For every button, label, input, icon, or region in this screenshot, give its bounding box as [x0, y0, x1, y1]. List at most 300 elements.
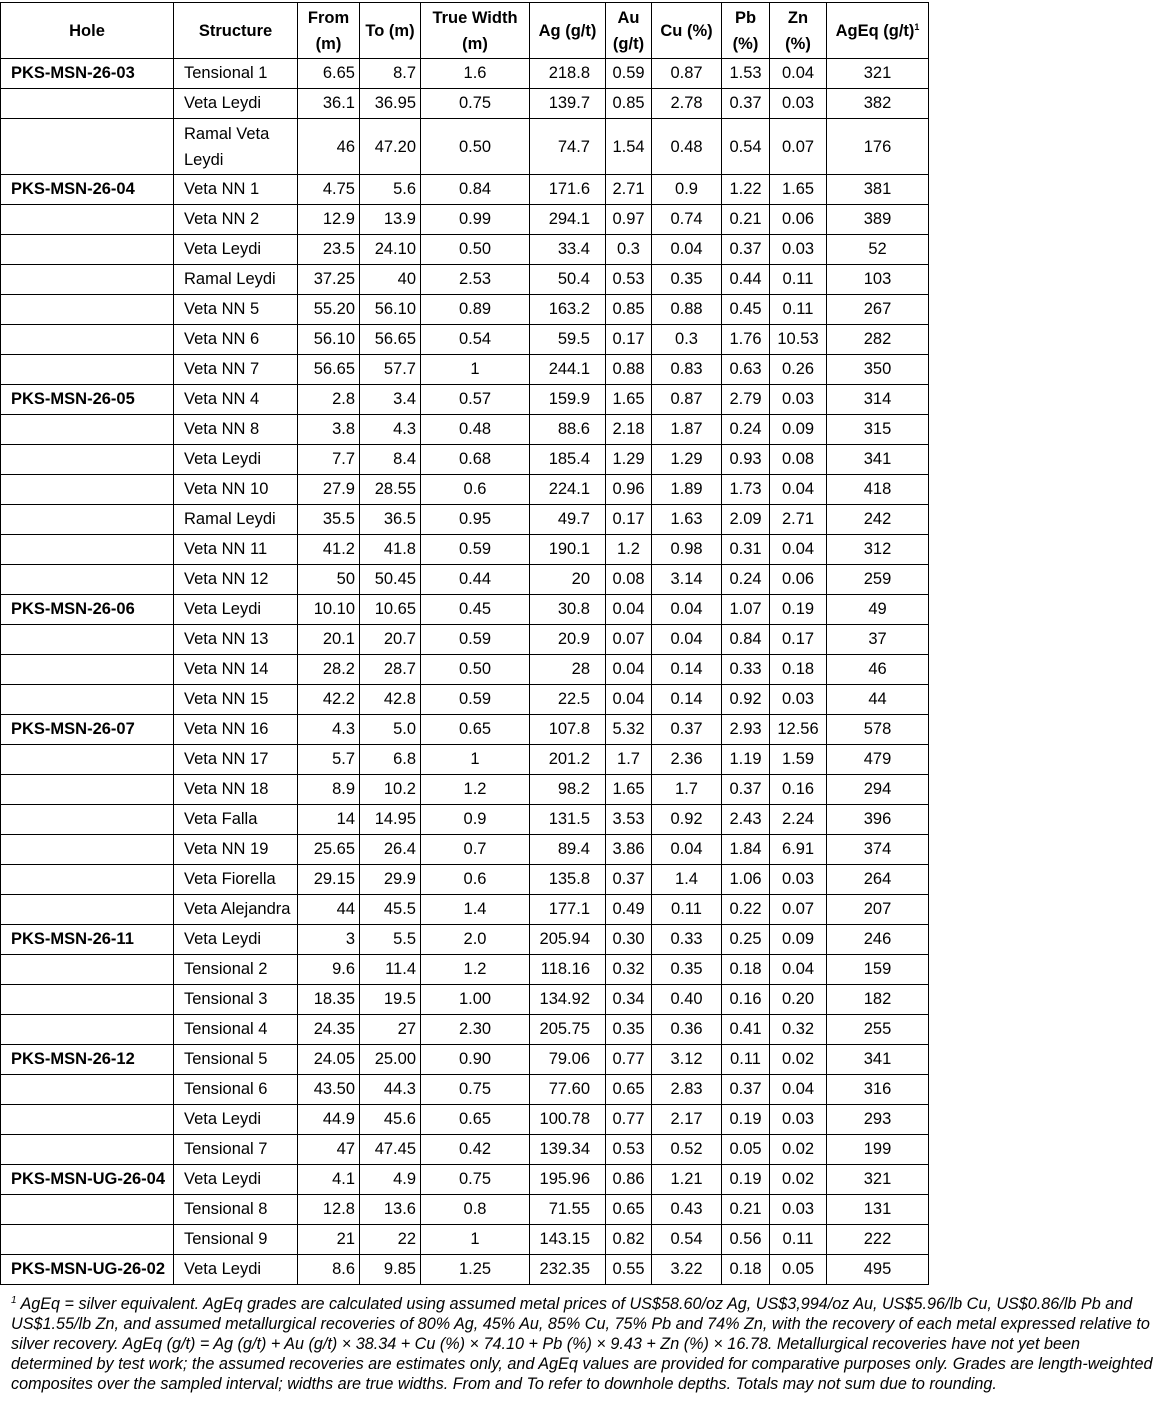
table-row — [1, 89, 929, 119]
cell-hole — [1, 119, 174, 175]
cell-ageq: 316 — [827, 1075, 929, 1105]
cell-au: 2.18 — [606, 415, 652, 445]
table-row — [1, 625, 929, 655]
cell-true-width: 1 — [421, 1225, 530, 1255]
cell-from: 47 — [298, 1135, 360, 1165]
cell-pb: 1.06 — [722, 865, 770, 895]
cell-true-width: 0.84 — [421, 175, 530, 205]
cell-au: 0.88 — [606, 355, 652, 385]
cell-pb: 0.19 — [722, 1105, 770, 1135]
cell-zn: 0.03 — [770, 685, 827, 715]
cell-hole: PKS-MSN-26-05 — [1, 385, 174, 415]
col-header-from-line2: (m) — [315, 34, 342, 53]
cell-cu: 1.4 — [652, 865, 722, 895]
cell-ageq: 255 — [827, 1015, 929, 1045]
cell-to: 13.6 — [360, 1195, 421, 1225]
table-row — [1, 265, 929, 295]
cell-structure: Ramal Leydi — [174, 505, 298, 535]
cell-true-width: 0.95 — [421, 505, 530, 535]
cell-ageq: 374 — [827, 835, 929, 865]
cell-cu: 1.29 — [652, 445, 722, 475]
cell-zn: 1.65 — [770, 175, 827, 205]
table-body — [1, 59, 929, 1285]
cell-pb: 0.92 — [722, 685, 770, 715]
cell-ag: 20 — [530, 565, 606, 595]
table-row — [1, 1195, 929, 1225]
table-row — [1, 475, 929, 505]
col-header-structure — [174, 3, 298, 59]
cell-ageq: 314 — [827, 385, 929, 415]
col-header-hole-text: Hole — [69, 21, 105, 40]
cell-ageq: 293 — [827, 1105, 929, 1135]
cell-from: 37.25 — [298, 265, 360, 295]
cell-au: 5.32 — [606, 715, 652, 745]
cell-from: 14 — [298, 805, 360, 835]
cell-zn: 0.03 — [770, 235, 827, 265]
cell-hole — [1, 205, 174, 235]
cell-ageq: 46 — [827, 655, 929, 685]
table-row — [1, 745, 929, 775]
table-row — [1, 1105, 929, 1135]
cell-from: 10.10 — [298, 595, 360, 625]
cell-true-width: 0.6 — [421, 475, 530, 505]
cell-ageq: 103 — [827, 265, 929, 295]
cell-from: 27.9 — [298, 475, 360, 505]
cell-true-width: 0.48 — [421, 415, 530, 445]
cell-structure: Veta Fiorella — [174, 865, 298, 895]
cell-cu: 0.14 — [652, 685, 722, 715]
cell-from: 5.7 — [298, 745, 360, 775]
cell-structure: Veta NN 1 — [174, 175, 298, 205]
col-header-structure-text: Structure — [198, 21, 273, 40]
cell-to: 8.7 — [360, 59, 421, 89]
cell-pb: 2.43 — [722, 805, 770, 835]
cell-au: 0.86 — [606, 1165, 652, 1195]
cell-ag: 49.7 — [530, 505, 606, 535]
cell-from: 4.3 — [298, 715, 360, 745]
col-header-zn-line1: Zn — [787, 8, 809, 27]
cell-ageq: 312 — [827, 535, 929, 565]
col-header-true-width — [421, 3, 530, 59]
cell-au: 0.96 — [606, 475, 652, 505]
cell-zn: 0.06 — [770, 565, 827, 595]
cell-ag: 177.1 — [530, 895, 606, 925]
col-header-zn — [770, 3, 827, 59]
cell-au: 0.04 — [606, 595, 652, 625]
cell-structure: Veta NN 2 — [174, 205, 298, 235]
cell-pb: 0.05 — [722, 1135, 770, 1165]
cell-zn: 0.04 — [770, 535, 827, 565]
cell-true-width: 0.50 — [421, 235, 530, 265]
col-header-from-line1: From — [307, 8, 350, 27]
cell-pb: 1.07 — [722, 595, 770, 625]
cell-true-width: 0.57 — [421, 385, 530, 415]
cell-au: 1.65 — [606, 775, 652, 805]
cell-structure: Ramal Leydi — [174, 265, 298, 295]
cell-ageq: 321 — [827, 59, 929, 89]
cell-ageq: 199 — [827, 1135, 929, 1165]
cell-hole — [1, 1075, 174, 1105]
col-header-au-line2: (g/t) — [612, 34, 645, 53]
cell-true-width: 0.7 — [421, 835, 530, 865]
col-header-cu-text: Cu (%) — [660, 21, 713, 40]
cell-ag: 139.34 — [530, 1135, 606, 1165]
cell-ag: 143.15 — [530, 1225, 606, 1255]
cell-au: 0.65 — [606, 1075, 652, 1105]
cell-hole: PKS-MSN-26-12 — [1, 1045, 174, 1075]
cell-hole: PKS-MSN-26-03 — [1, 59, 174, 89]
cell-true-width: 0.59 — [421, 685, 530, 715]
cell-true-width: 1.4 — [421, 895, 530, 925]
cell-zn: 0.19 — [770, 595, 827, 625]
cell-ageq: 264 — [827, 865, 929, 895]
cell-zn: 0.11 — [770, 265, 827, 295]
cell-au: 3.53 — [606, 805, 652, 835]
cell-au: 0.55 — [606, 1255, 652, 1285]
cell-ageq: 495 — [827, 1255, 929, 1285]
cell-to: 24.10 — [360, 235, 421, 265]
col-header-au — [606, 3, 652, 59]
cell-true-width: 0.59 — [421, 625, 530, 655]
cell-hole — [1, 1225, 174, 1255]
cell-cu: 2.83 — [652, 1075, 722, 1105]
cell-cu: 1.63 — [652, 505, 722, 535]
cell-zn: 0.18 — [770, 655, 827, 685]
cell-pb: 0.56 — [722, 1225, 770, 1255]
assay-results-table — [0, 2, 929, 1285]
cell-from: 50 — [298, 565, 360, 595]
cell-to: 47.20 — [360, 119, 421, 175]
cell-to: 36.5 — [360, 505, 421, 535]
cell-cu: 0.92 — [652, 805, 722, 835]
cell-to: 56.10 — [360, 295, 421, 325]
cell-true-width: 0.54 — [421, 325, 530, 355]
col-header-pb — [722, 3, 770, 59]
cell-from: 42.2 — [298, 685, 360, 715]
cell-pb: 0.16 — [722, 985, 770, 1015]
table-row — [1, 565, 929, 595]
cell-pb: 1.76 — [722, 325, 770, 355]
cell-au: 3.86 — [606, 835, 652, 865]
cell-from: 56.10 — [298, 325, 360, 355]
cell-ag: 171.6 — [530, 175, 606, 205]
cell-structure: Veta NN 14 — [174, 655, 298, 685]
cell-structure: Veta NN 15 — [174, 685, 298, 715]
cell-cu: 0.37 — [652, 715, 722, 745]
cell-cu: 2.17 — [652, 1105, 722, 1135]
cell-au: 0.04 — [606, 655, 652, 685]
cell-zn: 0.32 — [770, 1015, 827, 1045]
cell-hole: PKS-MSN-26-06 — [1, 595, 174, 625]
cell-structure: Veta NN 18 — [174, 775, 298, 805]
cell-au: 0.35 — [606, 1015, 652, 1045]
cell-ageq: 267 — [827, 295, 929, 325]
cell-au: 0.77 — [606, 1105, 652, 1135]
cell-cu: 1.87 — [652, 415, 722, 445]
cell-pb: 1.73 — [722, 475, 770, 505]
cell-structure: Tensional 7 — [174, 1135, 298, 1165]
cell-true-width: 0.90 — [421, 1045, 530, 1075]
table-row — [1, 385, 929, 415]
cell-ag: 134.92 — [530, 985, 606, 1015]
cell-ageq: 222 — [827, 1225, 929, 1255]
cell-cu: 0.04 — [652, 835, 722, 865]
cell-cu: 2.36 — [652, 745, 722, 775]
table-row — [1, 175, 929, 205]
table-row — [1, 355, 929, 385]
table-row — [1, 835, 929, 865]
cell-to: 11.4 — [360, 955, 421, 985]
cell-pb: 0.44 — [722, 265, 770, 295]
cell-hole — [1, 475, 174, 505]
cell-cu: 0.54 — [652, 1225, 722, 1255]
table-row — [1, 535, 929, 565]
cell-from: 7.7 — [298, 445, 360, 475]
cell-ageq: 131 — [827, 1195, 929, 1225]
cell-zn: 1.59 — [770, 745, 827, 775]
cell-ag: 163.2 — [530, 295, 606, 325]
cell-ageq: 52 — [827, 235, 929, 265]
cell-true-width: 0.75 — [421, 1075, 530, 1105]
cell-structure: Veta NN 10 — [174, 475, 298, 505]
cell-hole — [1, 505, 174, 535]
table-row — [1, 295, 929, 325]
cell-cu: 0.35 — [652, 265, 722, 295]
cell-hole — [1, 295, 174, 325]
cell-to: 8.4 — [360, 445, 421, 475]
cell-pb: 1.19 — [722, 745, 770, 775]
cell-ag: 131.5 — [530, 805, 606, 835]
cell-structure: Veta NN 6 — [174, 325, 298, 355]
cell-au: 0.04 — [606, 685, 652, 715]
cell-hole — [1, 265, 174, 295]
cell-pb: 0.22 — [722, 895, 770, 925]
cell-from: 44 — [298, 895, 360, 925]
cell-au: 0.77 — [606, 1045, 652, 1075]
cell-from: 20.1 — [298, 625, 360, 655]
cell-ag: 77.60 — [530, 1075, 606, 1105]
cell-from: 9.6 — [298, 955, 360, 985]
cell-true-width: 0.59 — [421, 535, 530, 565]
cell-from: 18.35 — [298, 985, 360, 1015]
cell-cu: 3.14 — [652, 565, 722, 595]
cell-cu: 0.87 — [652, 59, 722, 89]
table-row — [1, 925, 929, 955]
cell-ageq: 578 — [827, 715, 929, 745]
cell-ageq: 381 — [827, 175, 929, 205]
cell-structure: Veta NN 12 — [174, 565, 298, 595]
table-row — [1, 775, 929, 805]
cell-pb: 2.93 — [722, 715, 770, 745]
cell-pb: 1.53 — [722, 59, 770, 89]
col-header-hole — [1, 3, 174, 59]
cell-pb: 0.21 — [722, 1195, 770, 1225]
cell-true-width: 1 — [421, 745, 530, 775]
footnote — [11, 1294, 1155, 1394]
cell-ag: 98.2 — [530, 775, 606, 805]
table-row — [1, 235, 929, 265]
cell-structure: Veta Leydi — [174, 925, 298, 955]
cell-true-width: 2.30 — [421, 1015, 530, 1045]
cell-au: 2.71 — [606, 175, 652, 205]
cell-from: 4.75 — [298, 175, 360, 205]
cell-au: 0.08 — [606, 565, 652, 595]
cell-to: 45.6 — [360, 1105, 421, 1135]
cell-structure: Veta Leydi — [174, 1255, 298, 1285]
table-row — [1, 1165, 929, 1195]
cell-structure: Veta Falla — [174, 805, 298, 835]
cell-to: 20.7 — [360, 625, 421, 655]
cell-au: 0.59 — [606, 59, 652, 89]
cell-true-width: 1.00 — [421, 985, 530, 1015]
cell-ageq: 350 — [827, 355, 929, 385]
cell-zn: 0.09 — [770, 925, 827, 955]
cell-ag: 89.4 — [530, 835, 606, 865]
cell-to: 27 — [360, 1015, 421, 1045]
cell-zn: 0.11 — [770, 1225, 827, 1255]
cell-true-width: 0.50 — [421, 655, 530, 685]
cell-pb: 2.79 — [722, 385, 770, 415]
cell-from: 24.05 — [298, 1045, 360, 1075]
cell-pb: 0.37 — [722, 89, 770, 119]
cell-pb: 0.45 — [722, 295, 770, 325]
cell-ageq: 159 — [827, 955, 929, 985]
table-row — [1, 805, 929, 835]
cell-ageq: 37 — [827, 625, 929, 655]
cell-zn: 0.03 — [770, 89, 827, 119]
cell-cu: 1.7 — [652, 775, 722, 805]
cell-structure: Tensional 4 — [174, 1015, 298, 1045]
table-row — [1, 715, 929, 745]
cell-au: 0.82 — [606, 1225, 652, 1255]
cell-zn: 0.03 — [770, 1195, 827, 1225]
cell-au: 1.65 — [606, 385, 652, 415]
cell-hole — [1, 685, 174, 715]
cell-cu: 0.14 — [652, 655, 722, 685]
cell-hole — [1, 1015, 174, 1045]
cell-ag: 224.1 — [530, 475, 606, 505]
cell-cu: 0.11 — [652, 895, 722, 925]
cell-from: 29.15 — [298, 865, 360, 895]
cell-au: 0.85 — [606, 89, 652, 119]
cell-au: 0.97 — [606, 205, 652, 235]
cell-hole — [1, 535, 174, 565]
cell-true-width: 0.6 — [421, 865, 530, 895]
col-header-ag — [530, 3, 606, 59]
cell-au: 0.53 — [606, 265, 652, 295]
cell-zn: 0.16 — [770, 775, 827, 805]
cell-zn: 0.04 — [770, 1075, 827, 1105]
cell-to: 25.00 — [360, 1045, 421, 1075]
cell-hole — [1, 355, 174, 385]
cell-to: 56.65 — [360, 325, 421, 355]
cell-zn: 0.07 — [770, 119, 827, 175]
cell-ageq: 259 — [827, 565, 929, 595]
col-header-ageq — [827, 3, 929, 59]
cell-hole — [1, 865, 174, 895]
cell-ageq: 418 — [827, 475, 929, 505]
cell-to: 10.2 — [360, 775, 421, 805]
cell-true-width: 1.6 — [421, 59, 530, 89]
cell-from: 2.8 — [298, 385, 360, 415]
cell-cu: 0.98 — [652, 535, 722, 565]
table-row — [1, 415, 929, 445]
cell-hole: PKS-MSN-26-04 — [1, 175, 174, 205]
cell-to: 36.95 — [360, 89, 421, 119]
cell-structure: Veta NN 5 — [174, 295, 298, 325]
cell-true-width: 2.0 — [421, 925, 530, 955]
cell-hole — [1, 1105, 174, 1135]
cell-ag: 22.5 — [530, 685, 606, 715]
col-header-ageq-text: AgEq (g/t) — [835, 21, 915, 40]
cell-true-width: 0.44 — [421, 565, 530, 595]
cell-from: 24.35 — [298, 1015, 360, 1045]
cell-structure: Tensional 2 — [174, 955, 298, 985]
table-row — [1, 955, 929, 985]
cell-zn: 0.03 — [770, 385, 827, 415]
cell-to: 44.3 — [360, 1075, 421, 1105]
cell-true-width: 0.75 — [421, 89, 530, 119]
table-row — [1, 445, 929, 475]
cell-ag: 50.4 — [530, 265, 606, 295]
cell-cu: 1.21 — [652, 1165, 722, 1195]
cell-pb: 0.19 — [722, 1165, 770, 1195]
cell-ag: 118.16 — [530, 955, 606, 985]
cell-structure: Tensional 3 — [174, 985, 298, 1015]
table-row — [1, 865, 929, 895]
cell-hole: PKS-MSN-26-07 — [1, 715, 174, 745]
cell-from: 21 — [298, 1225, 360, 1255]
cell-structure: Veta Alejandra — [174, 895, 298, 925]
cell-au: 0.30 — [606, 925, 652, 955]
cell-ag: 107.8 — [530, 715, 606, 745]
cell-ag: 232.35 — [530, 1255, 606, 1285]
cell-true-width: 1.25 — [421, 1255, 530, 1285]
cell-hole — [1, 775, 174, 805]
cell-cu: 0.87 — [652, 385, 722, 415]
table-row — [1, 895, 929, 925]
cell-structure: Tensional 6 — [174, 1075, 298, 1105]
cell-to: 14.95 — [360, 805, 421, 835]
cell-pb: 1.84 — [722, 835, 770, 865]
cell-hole — [1, 1135, 174, 1165]
cell-true-width: 0.9 — [421, 805, 530, 835]
cell-ag: 190.1 — [530, 535, 606, 565]
cell-to: 29.9 — [360, 865, 421, 895]
col-header-cu — [652, 3, 722, 59]
col-header-au-line1: Au — [617, 8, 640, 27]
cell-to: 22 — [360, 1225, 421, 1255]
cell-from: 36.1 — [298, 89, 360, 119]
cell-ageq: 246 — [827, 925, 929, 955]
cell-cu: 0.3 — [652, 325, 722, 355]
cell-to: 13.9 — [360, 205, 421, 235]
table-row — [1, 1045, 929, 1075]
cell-to: 6.8 — [360, 745, 421, 775]
cell-from: 28.2 — [298, 655, 360, 685]
cell-structure: Veta NN 8 — [174, 415, 298, 445]
cell-structure: Veta Leydi — [174, 595, 298, 625]
cell-ag: 201.2 — [530, 745, 606, 775]
cell-true-width: 0.75 — [421, 1165, 530, 1195]
cell-ag: 79.06 — [530, 1045, 606, 1075]
cell-zn: 0.05 — [770, 1255, 827, 1285]
cell-au: 0.49 — [606, 895, 652, 925]
footnote-text: AgEq = silver equivalent. AgEq grades are calculated using assumed metal prices of US$58.60/oz Ag, US$3,994/oz Au, US$5.96/lb Cu, US$0.86/lb Pb and US$1.55/lb Zn, and assumed metallurgical recoveries of 80% Ag, 45% Au, 85% Cu, 75% Pb and 74% Zn, with the recovery of each metal expressed relative to silver recovery. AgEq (g/t) = Ag (g/t) + Au (g/t) × 38.34 + Cu (%) × 74.10 + Pb (%) × 9.43 + Zn (%) × 16.78. Metallurgical recoveries have not yet been determined by test work; the assumed recoveries are estimates only, and AgEq values are provided for comparative purposes only. Grades are length-weighted composites over the sampled interval; widths are true widths. From and To refer to downhole depths. Totals may not sum due to rounding. — [11, 1295, 1153, 1393]
cell-structure: Tensional 1 — [174, 59, 298, 89]
table-row — [1, 655, 929, 685]
col-header-pb-line1: Pb — [734, 8, 757, 27]
